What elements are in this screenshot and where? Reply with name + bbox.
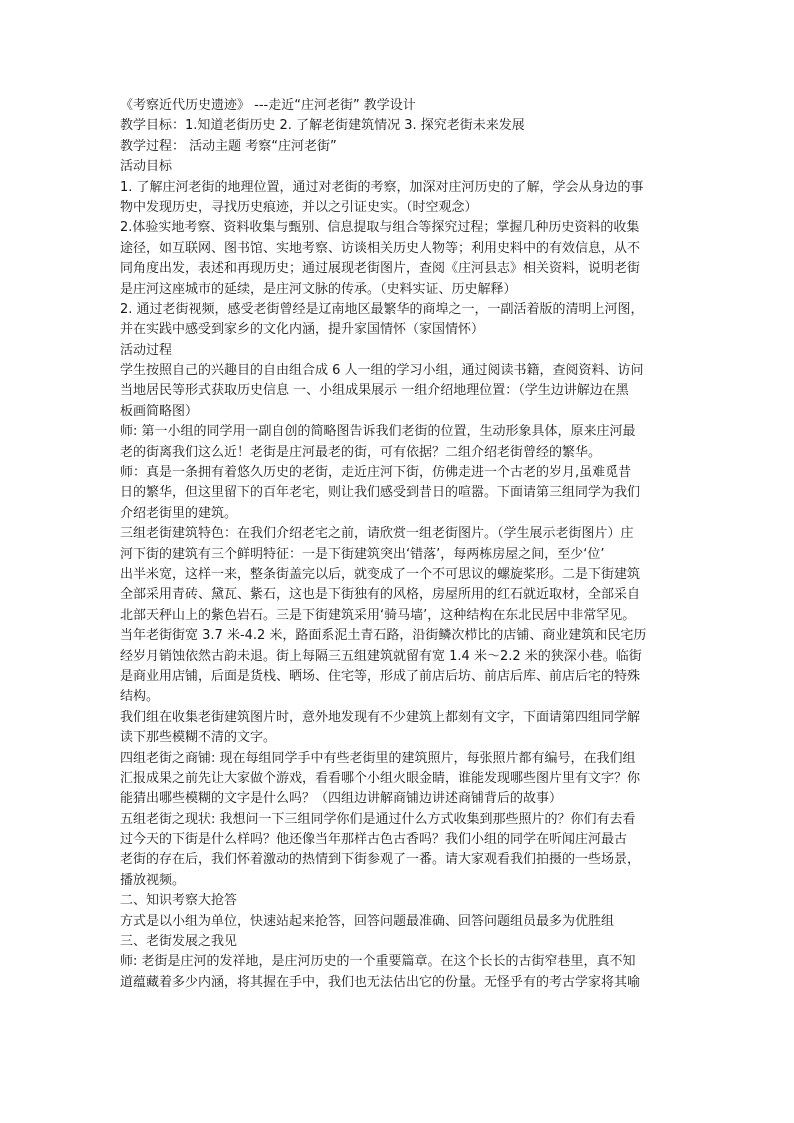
text-line: 教学过程： 活动主题 考察“庄河老街” bbox=[120, 138, 337, 154]
text-line: 途径，如互联网、图书馆、实地考察、访谈相关历史人物等；利用史料中的有效信息，从不 bbox=[120, 240, 641, 256]
text-line: 并在实践中感受到家乡的文化内涵，提升家国情怀（家国情怀） bbox=[120, 322, 485, 338]
text-line: 是庄河这座城市的延续，是庄河文脉的传承。（史料实证、历史解释） bbox=[120, 281, 517, 297]
text-line: 道蕴藏着多少内涵，将其握在手中，我们也无法估出它的份量。无怪乎有的考古学家将其喻 bbox=[120, 974, 641, 990]
text-line: 当地居民等形式获取历史信息 一、小组成果展示 一组介绍地理位置：（学生边讲解边在黑 bbox=[120, 383, 629, 399]
text-line: 活动目标 bbox=[120, 159, 173, 175]
text-line: 出半米宽，这样一来，整条街盖完以后，就变成了一个不可思议的螺旋桨形。二是下街建筑 bbox=[120, 566, 641, 582]
text-line: 结构。 bbox=[120, 689, 160, 705]
text-line: 五组老街之现状: 我想问一下三组同学你们是通过什么方式收集到那些照片的？你们有去看 bbox=[120, 811, 636, 827]
text-line: 二、知识考察大抢答 bbox=[120, 893, 238, 909]
text-line: 是商业用店铺，后面是货栈、晒场、住宅等，形成了前店后坊、前店后库、前店后宅的特殊 bbox=[120, 668, 641, 684]
text-line: 2. 通过老街视频，感受老街曾经是辽南地区最繁华的商埠之一，一副活着版的清明上河图， bbox=[120, 301, 644, 317]
text-line: 当年老街街宽 3.7 米-4.2 米，路面系泥土青石路，沿街鳞次栉比的店铺、商业建筑和民宅历 bbox=[120, 628, 647, 644]
text-line: 1. 了解庄河老街的地理位置，通过对老街的考察，加深对庄河历史的了解，学会从身边的事 bbox=[120, 179, 644, 195]
text-line: 北部天秤山上的紫色岩石。三是下街建筑采用‘骑马墙’，这种结构在东北民居中非常罕见。 bbox=[120, 607, 636, 623]
text-line: 师: 第一小组的同学用一副自创的简略图告诉我们老街的位置，生动形象具体，原来庄河最 bbox=[120, 424, 636, 440]
text-line: 物中发现历史，寻找历史痕迹，并以之引证史实。（时空观念） bbox=[120, 199, 478, 215]
document-title: 《考察近代历史遗迹》 ---走近“庄河老街” 教学设计 bbox=[120, 98, 416, 113]
text-line: 四组老街之商铺: 现在每组同学手中有些老街里的建筑照片，每张照片都有编号，在我们组 bbox=[120, 750, 636, 766]
text-line: 老街的存在后，我们怀着激动的热情到下街参观了一番。请大家观看我们拍摄的一些场景， bbox=[120, 852, 641, 868]
text-line: 板画简略图） bbox=[120, 403, 199, 419]
document-body bbox=[120, 96, 680, 993]
text-line: 读下那些模糊不清的文字。 bbox=[120, 730, 277, 746]
text-line: 同角度出发，表述和再现历史；通过展现老街图片，查阅《庄河县志》相关资料，说明老街 bbox=[120, 261, 641, 277]
text-line: 河下街的建筑有三个鲜明特征：一是下街建筑突出‘错落’，每两栋房屋之间，至少‘位’ bbox=[120, 546, 605, 562]
text-line: 日的繁华，但这里留下的百年老宅，则让我们感受到昔日的喧嚣。下面请第三组同学为我们 bbox=[120, 485, 641, 501]
text-line: 师：真是一条拥有着悠久历史的老街，走近庄河下街，仿佛走进一个古老的岁月,虽难觅昔 bbox=[120, 465, 632, 481]
text-line: 我们组在收集老街建筑图片时，意外地发现有不少建筑上都刻有文字，下面请第四组同学解 bbox=[120, 709, 641, 725]
text-line: 经岁月销蚀依然古韵未退。街上每隔三五组建筑就留有宽 1.4 米～2.2 米的狭深小巷。临街 bbox=[120, 648, 642, 664]
text-line: 汇报成果之前先让大家做个游戏，看看哪个小组火眼金睛，谁能发现哪些图片里有文字？你 bbox=[120, 770, 641, 786]
text-line: 老的街离我们这么近！老街是庄河最老的街，可有依据？二组介绍老街曾经的繁华。 bbox=[120, 444, 602, 460]
text-line: 2.体验实地考察、资料收集与甄别、信息提取与组合等探究过程；掌握几种历史资料的收集 bbox=[120, 220, 640, 236]
text-line: 教学目标：1.知道老街历史 2. 了解老街建筑情况 3. 探究老街未来发展 bbox=[120, 118, 525, 134]
text-line: 活动过程 bbox=[120, 342, 173, 358]
text-line: 三、老街发展之我见 bbox=[120, 934, 238, 950]
text-line: 过今天的下街是什么样吗？他还像当年那样古色古香吗？我们小组的同学在听闻庄河最古 bbox=[120, 832, 628, 848]
text-line: 介绍老街里的建筑。 bbox=[120, 505, 238, 521]
text-line: 能猜出哪些模糊的文字是什么吗？（四组边讲解商铺边讲述商铺背后的故事） bbox=[120, 791, 563, 807]
text-line: 三组老街建筑特色：在我们介绍老宅之前，请欣赏一组老街图片。（学生展示老街图片）庄 bbox=[120, 526, 634, 542]
text-line: 师: 老街是庄河的发祥地，是庄河历史的一个重要篇章。在这个长长的古街窄巷里，真不知 bbox=[120, 954, 636, 970]
text-line: 全部采用青砖、黛瓦、紫石，这也是下街独有的风格，房屋所用的红石就近取材，全部采自 bbox=[120, 587, 641, 603]
text-line: 学生按照自己的兴趣目的自由组合成 6 人一组的学习小组，通过阅读书籍，查阅资料、访问 bbox=[120, 363, 644, 379]
text-line: 播放视频。 bbox=[120, 872, 186, 888]
text-line: 方式是以小组为单位，快速站起来抢答，回答问题最准确、回答问题组员最多为优胜组 bbox=[120, 913, 615, 929]
